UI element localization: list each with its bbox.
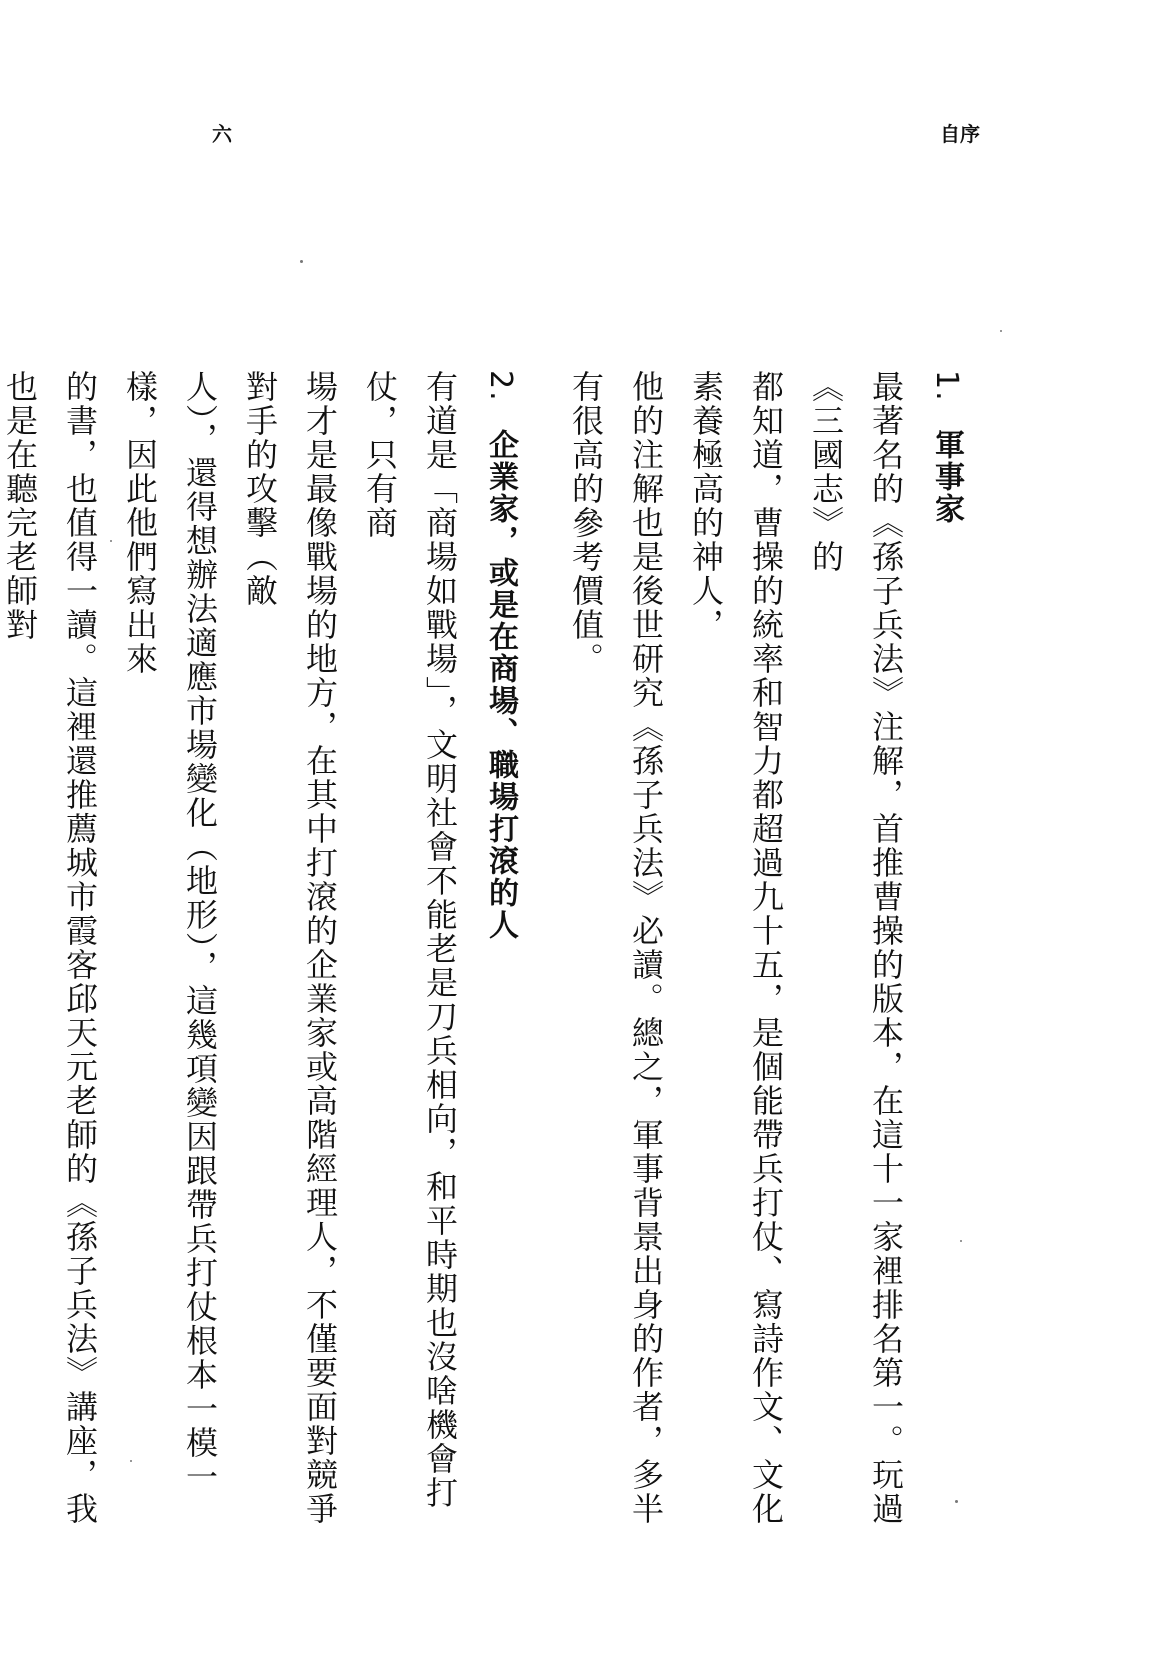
section-title: 軍事家 — [929, 429, 964, 526]
scan-speck — [955, 1500, 958, 1503]
text-line: 人），還得想辦法適應市場變化（地形），這幾項變因跟帶兵打仗根本一模一樣，因此他們寫出來 — [121, 370, 219, 1494]
text-line: 有道是「商場如戰場」，文明社會不能老是刀兵相向，和平時期也沒啥機會打仗，只有商 — [361, 370, 459, 1510]
scan-speck — [300, 260, 303, 263]
scan-speck — [960, 1240, 962, 1242]
text-line: 都知道，曹操的統率和智力都超過九十五，是個能帶兵打仗、寫詩作文、文化素養極高的神人， — [687, 370, 785, 1526]
text-line: 最著名的《孫子兵法》注解，首推曹操的版本，在這十一家裡排名第一。玩過《三國志》的 — [807, 370, 905, 1526]
section-heading-1 — [916, 370, 976, 1550]
body-text — [1, 370, 976, 1550]
text-line: 場才是最像戰場的地方，在其中打滾的企業家或高階經理人，不僅要面對競爭對手的攻擊（敵 — [241, 370, 339, 1526]
section-heading-2 — [470, 370, 530, 1550]
scan-speck — [130, 1460, 132, 1462]
section-title: 企業家，或是在商場、職場打滾的人 — [483, 429, 518, 942]
page-number: 六 — [212, 122, 232, 146]
scan-speck — [1000, 330, 1002, 332]
section-number: 1. — [929, 370, 964, 403]
scan-speck — [110, 540, 112, 542]
running-head: 自序 — [940, 122, 980, 146]
text-line: 他的注解也是後世研究《孫子兵法》必讀。總之，軍事背景出身的作者，多半有很高的參考價值。 — [567, 370, 665, 1526]
section-number: 2. — [483, 370, 518, 403]
text-line: 的書，也值得一讀。這裡還推薦城市霞客邱天元老師的《孫子兵法》講座，我也是在聽完老師對 — [1, 370, 99, 1526]
